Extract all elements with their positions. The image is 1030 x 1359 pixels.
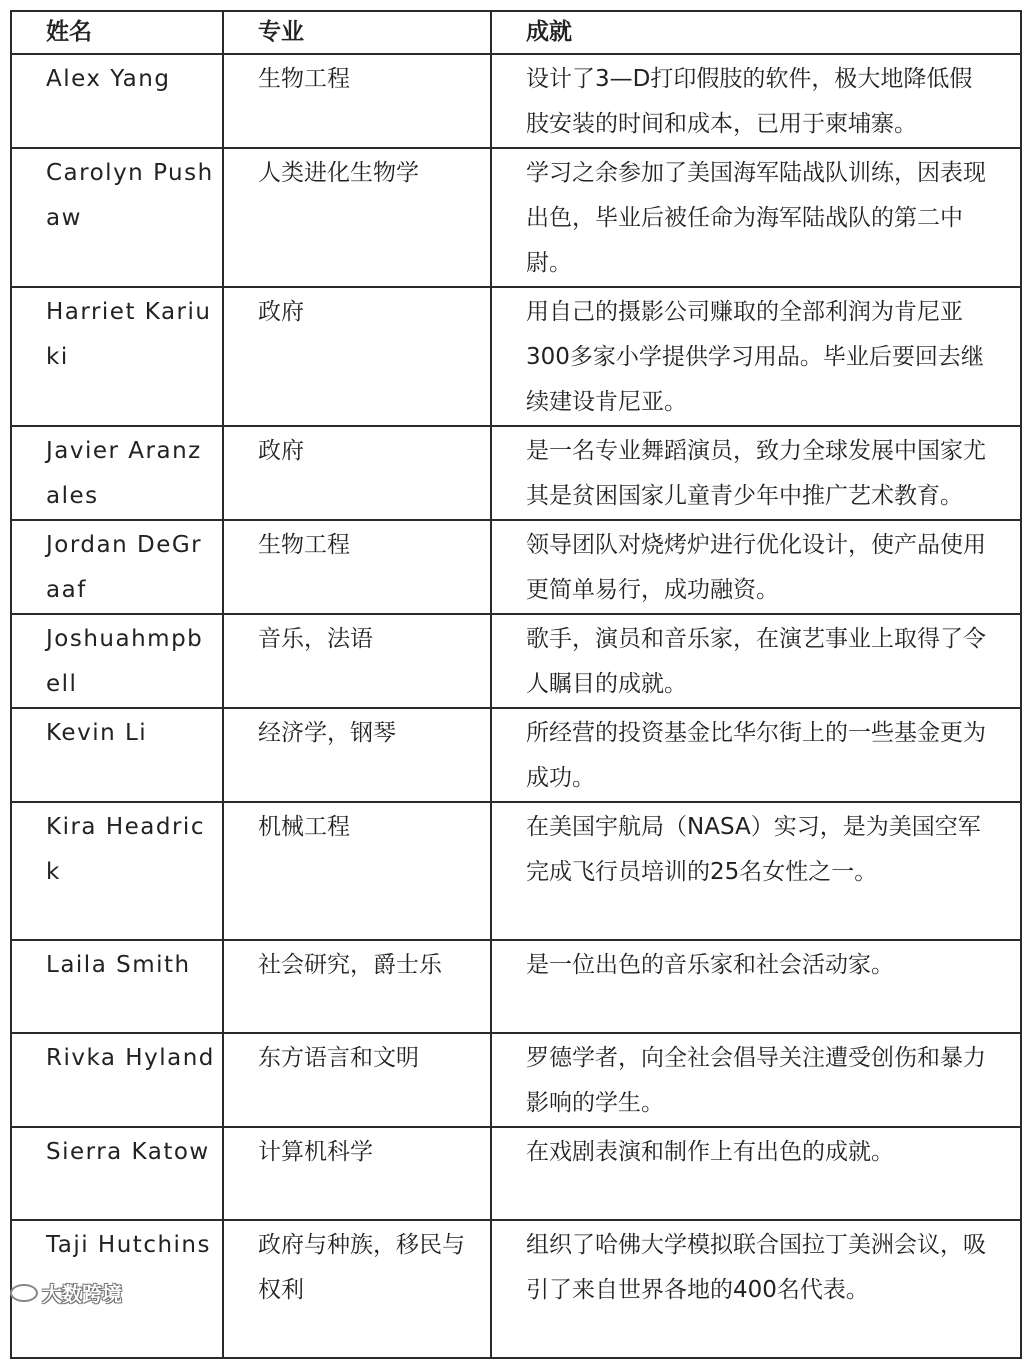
cell-name: Joshuahmpbell [11,614,223,708]
table-row [11,148,1021,287]
watermark-logo-icon [10,1284,38,1302]
cell-major: 生物工程 [223,54,491,148]
table-row [11,708,1021,802]
cell-major: 生物工程 [223,520,491,614]
cell-major: 政府 [223,426,491,520]
cell-major: 音乐，法语 [223,614,491,708]
cell-name: Carolyn Pushaw [11,148,223,287]
table-row [11,1220,1021,1358]
table-row [11,520,1021,614]
header-major: 专业 [223,11,491,54]
cell-name: Kira Headrick [11,802,223,940]
table-row [11,54,1021,148]
cell-achievement: 在美国宇航局（NASA）实习，是为美国空军完成飞行员培训的25名女性之一。 [491,802,1021,940]
cell-name: Taji Hutchins [11,1220,223,1358]
cell-achievement: 罗德学者，向全社会倡导关注遭受创伤和暴力影响的学生。 [491,1033,1021,1127]
watermark-text: 大数跨境 [42,1282,122,1306]
cell-name: Harriet Kariuki [11,287,223,426]
cell-major: 社会研究，爵士乐 [223,940,491,1033]
table-row [11,614,1021,708]
cell-achievement: 学习之余参加了美国海军陆战队训练，因表现出色，毕业后被任命为海军陆战队的第二中尉。 [491,148,1021,287]
table-row [11,426,1021,520]
table-row [11,1127,1021,1220]
cell-major: 人类进化生物学 [223,148,491,287]
table-row [11,940,1021,1033]
cell-achievement: 所经营的投资基金比华尔街上的一些基金更为成功。 [491,708,1021,802]
table-row [11,1033,1021,1127]
table-row [11,802,1021,940]
cell-major: 计算机科学 [223,1127,491,1220]
watermark [10,1278,122,1307]
cell-name: Kevin Li [11,708,223,802]
cell-major: 经济学，钢琴 [223,708,491,802]
cell-name: Rivka Hyland [11,1033,223,1127]
cell-major: 政府与种族，移民与权利 [223,1220,491,1358]
cell-achievement: 设计了3—D打印假肢的软件，极大地降低假肢安装的时间和成本，已用于柬埔寨。 [491,54,1021,148]
cell-achievement: 领导团队对烧烤炉进行优化设计，使产品使用更简单易行，成功融资。 [491,520,1021,614]
cell-major: 机械工程 [223,802,491,940]
header-row [11,11,1021,54]
cell-achievement: 是一位出色的音乐家和社会活动家。 [491,940,1021,1033]
cell-achievement: 是一名专业舞蹈演员，致力全球发展中国家尤其是贫困国家儿童青少年中推广艺术教育。 [491,426,1021,520]
cell-name: Alex Yang [11,54,223,148]
cell-achievement: 在戏剧表演和制作上有出色的成就。 [491,1127,1021,1220]
cell-achievement: 用自己的摄影公司赚取的全部利润为肯尼亚300多家小学提供学习用品。毕业后要回去继续建设肯尼亚。 [491,287,1021,426]
cell-major: 政府 [223,287,491,426]
cell-name: Javier Aranzales [11,426,223,520]
header-achievement: 成就 [491,11,1021,54]
cell-name: Sierra Katow [11,1127,223,1220]
table-row [11,287,1021,426]
achievements-table [10,10,1022,1359]
cell-achievement: 歌手，演员和音乐家，在演艺事业上取得了令人瞩目的成就。 [491,614,1021,708]
cell-name: Jordan DeGraaf [11,520,223,614]
header-name: 姓名 [11,11,223,54]
cell-achievement: 组织了哈佛大学模拟联合国拉丁美洲会议，吸引了来自世界各地的400名代表。 [491,1220,1021,1358]
cell-major: 东方语言和文明 [223,1033,491,1127]
cell-name: Laila Smith [11,940,223,1033]
